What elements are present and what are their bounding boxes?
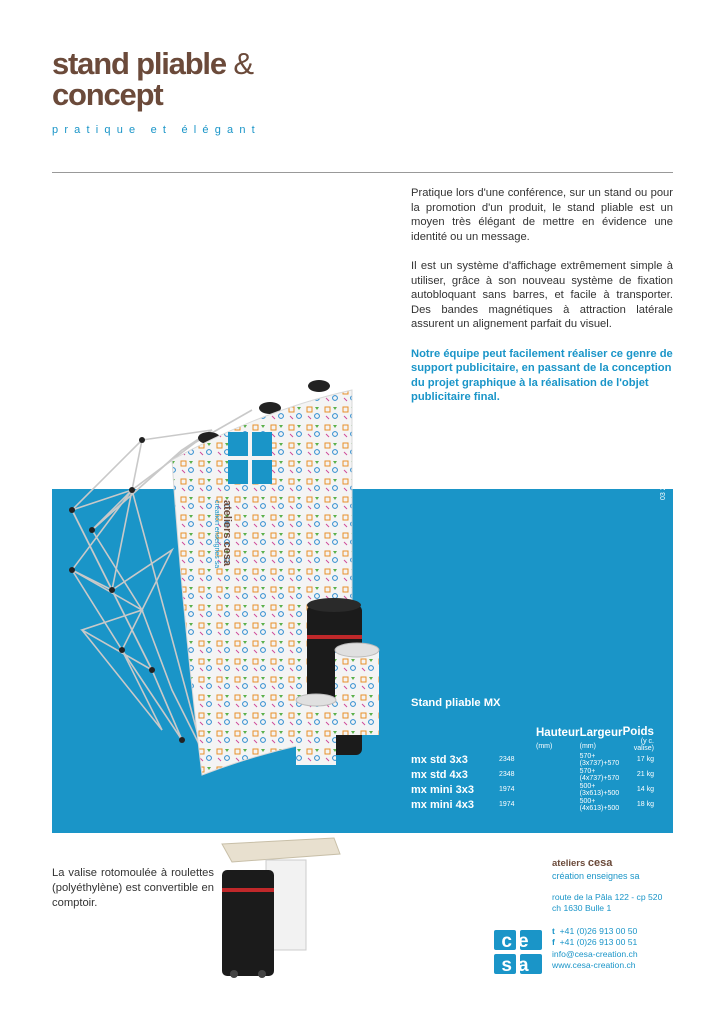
specs-header — [411, 726, 654, 752]
website-link[interactable]: www.cesa-creation.ch — [552, 960, 636, 971]
logo-bottom: sa — [501, 955, 535, 974]
col-hauteur: Hauteur (mm) — [536, 727, 580, 750]
specs-table — [411, 726, 654, 812]
subtitle: pratique et élégant — [52, 124, 261, 136]
address-line-2: ch 1630 Bulle 1 — [552, 903, 612, 914]
cesa-logo-icon — [494, 930, 542, 974]
col-poids: Poids (y c. valise) — [622, 726, 654, 752]
case-body — [222, 870, 274, 976]
company-info — [552, 857, 640, 882]
table-row: mx std 4x3 2348 570+(4x737)+570 21 kg — [411, 767, 654, 782]
panel-banner-line2: création enseignes sa — [213, 500, 220, 569]
col-largeur: Largeur (mm) — [579, 727, 623, 750]
intro-paragraph-highlight: Notre équipe peut facilement réaliser ce genre de support publicitaire, en passant de la conception du projet graphique à la réalisation de l'objet publicitaire final. — [411, 347, 673, 404]
contact-info — [552, 892, 662, 971]
panel-banner — [213, 500, 233, 568]
case-caption: La valise rotomoulée à roulettes (polyéthylène) est convertible en comptoir. — [52, 867, 214, 909]
intro-text — [411, 186, 673, 420]
page-title: stand pliable & concept — [52, 46, 253, 112]
intro-paragraph-1: Pratique lors d'une conférence, sur un stand ou pour la promotion d'un produit, le stand pliable est un moyen très élégant de mettre en évidence une identité ou un message. — [411, 187, 673, 243]
date-code: 03 2008 — [660, 474, 667, 500]
specs-block — [411, 697, 654, 812]
table-row: mx mini 3x3 1974 500+(3x613)+500 14 kg — [411, 782, 654, 797]
counter-top — [222, 838, 340, 862]
table-row: mx std 3x3 2348 570+(3x737)+570 17 kg — [411, 752, 654, 767]
fax: f +41 (0)26 913 00 51 — [552, 937, 638, 948]
small-cylinder — [296, 700, 336, 765]
panel-banner-line1: ateliers cesa — [221, 500, 233, 567]
intro-paragraph-2: Il est un système d'affichage extrêmement simple à utiliser, grâce à son nouveau système de fixation autobloquant sans barres, et facile à transporter. Des bandes magnétiques à attraction latérale assurent un alignement parfait du visuel. — [411, 259, 673, 331]
company-tagline: création enseignes sa — [552, 871, 640, 881]
logo-top: ce — [501, 931, 535, 952]
case-counter-illustration — [218, 836, 344, 980]
address-line-1: route de la Pâla 122 - cp 520 — [552, 892, 663, 902]
email-link[interactable]: info@cesa-creation.ch — [552, 948, 638, 959]
company-name: ateliers cesa — [552, 857, 613, 869]
stand-illustration — [52, 350, 382, 790]
divider — [52, 172, 673, 173]
phone: t +41 (0)26 913 00 50 — [552, 925, 638, 936]
table-row: mx mini 4x3 1974 500+(4x613)+500 18 kg — [411, 797, 654, 812]
specs-title: Stand pliable MX — [411, 697, 501, 709]
counter-cylinder — [335, 650, 379, 735]
